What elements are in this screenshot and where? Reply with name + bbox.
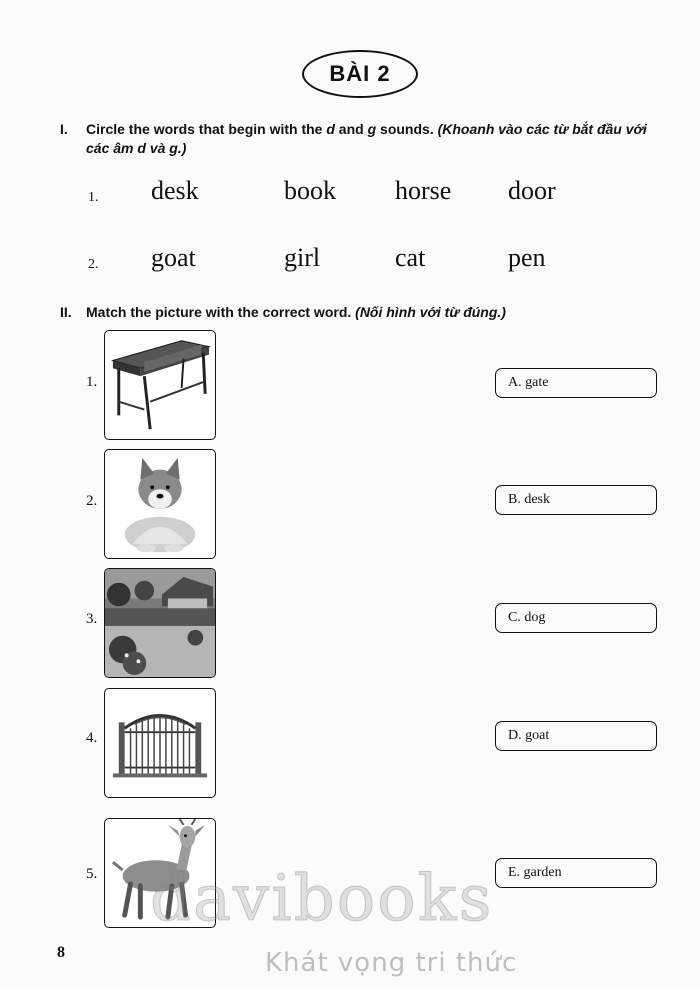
section-1-number: I. — [60, 121, 68, 137]
garden-image[interactable] — [104, 568, 216, 678]
word-girl[interactable]: girl — [284, 243, 321, 272]
section-1-heading — [60, 120, 660, 158]
picture-number: 3. — [86, 611, 98, 627]
section-2-heading — [60, 303, 506, 322]
word-pen[interactable]: pen — [508, 243, 546, 272]
dog-image[interactable] — [104, 449, 216, 559]
word-cat[interactable]: cat — [395, 243, 426, 272]
section-1-vietnamese-1: (Khoanh vào các từ bắt đầu với — [437, 121, 647, 137]
word-horse[interactable]: horse — [395, 176, 452, 205]
answer-option-c[interactable]: C. dog — [495, 603, 657, 633]
word-goat[interactable]: goat — [151, 243, 196, 272]
section-1-instruction-b: sounds. — [376, 121, 438, 137]
school-desk-image[interactable] — [104, 330, 216, 440]
letter-g: g — [367, 121, 377, 137]
section-2-number: II. — [60, 304, 72, 320]
section-1-instruction-a: Circle the words that begin with the — [86, 121, 327, 137]
picture-number: 1. — [86, 374, 98, 390]
picture-number: 2. — [86, 493, 98, 509]
section-2-instruction: Match the picture with the correct word. — [86, 304, 356, 320]
letter-d: d — [326, 121, 335, 137]
watermark-slogan: Khát vọng tri thức — [265, 948, 518, 978]
gate-image[interactable] — [104, 688, 216, 798]
picture-number: 4. — [86, 730, 98, 746]
watermark-brand: davibooks — [150, 862, 494, 936]
word-door[interactable]: door — [508, 176, 556, 205]
row-number: 2. — [88, 257, 99, 272]
section-1-and: and — [334, 121, 368, 137]
page-number: 8 — [57, 944, 65, 961]
word-book[interactable]: book — [284, 176, 336, 205]
section-1-vietnamese-2: các âm d và g.) — [86, 140, 187, 156]
lesson-title: BÀI 2 — [302, 50, 418, 98]
word-desk[interactable]: desk — [151, 176, 199, 205]
picture-number: 5. — [86, 866, 98, 882]
answer-option-a[interactable]: A. gate — [495, 368, 657, 398]
row-number: 1. — [88, 190, 99, 205]
answer-option-e[interactable]: E. garden — [495, 858, 657, 888]
section-2-vietnamese: (Nối hình với từ đúng.) — [355, 304, 506, 320]
answer-option-b[interactable]: B. desk — [495, 485, 657, 515]
answer-option-d[interactable]: D. goat — [495, 721, 657, 751]
